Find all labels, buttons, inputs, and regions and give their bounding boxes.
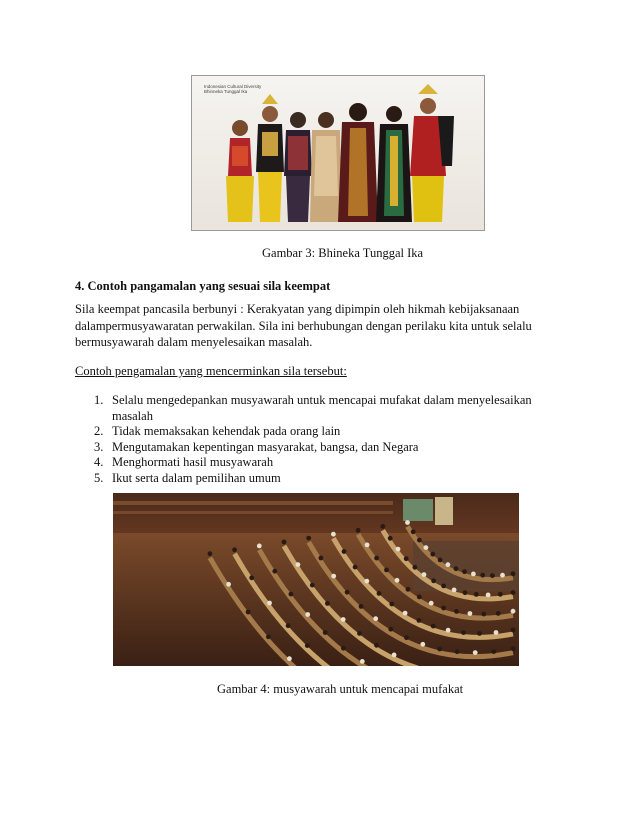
attendee xyxy=(461,630,466,635)
attendee xyxy=(422,572,427,577)
list-item xyxy=(75,471,555,487)
attendee xyxy=(500,573,505,578)
list-text: Ikut serta dalam pemilihan umum xyxy=(112,470,281,485)
list-number: 2. xyxy=(94,424,104,438)
attendee xyxy=(331,574,336,579)
attendee xyxy=(498,592,503,597)
attendee xyxy=(389,602,394,607)
attendee xyxy=(353,565,358,570)
attendee xyxy=(287,656,292,661)
list-text: Menghormati hasil musyawarah xyxy=(112,455,274,469)
emblem-panel xyxy=(435,497,453,525)
attendee xyxy=(429,601,434,606)
attendee xyxy=(342,549,347,554)
attendee xyxy=(374,556,379,561)
attendee xyxy=(267,601,272,606)
attendee xyxy=(377,591,382,596)
attendee xyxy=(289,592,294,597)
attendee xyxy=(438,558,443,563)
section-heading: 4. Contoh pangamalan yang sesuai sila keempat xyxy=(75,279,331,293)
attendee xyxy=(296,562,301,567)
attendee xyxy=(208,551,213,556)
attendee xyxy=(226,582,231,587)
attendee xyxy=(403,611,408,616)
figure3-caption: Gambar 3: Bhineka Tunggal Ika xyxy=(262,246,424,260)
attendee xyxy=(473,650,478,655)
list-number: 3. xyxy=(94,439,104,454)
attendee xyxy=(364,579,369,584)
attendee xyxy=(266,634,271,639)
attendee xyxy=(471,572,476,577)
attendee xyxy=(491,649,496,654)
attendee xyxy=(365,543,370,548)
attendee xyxy=(441,606,446,611)
attendee xyxy=(246,610,251,615)
attendee xyxy=(431,578,436,583)
attendee xyxy=(437,647,442,652)
attendee xyxy=(490,573,495,578)
attendee xyxy=(430,552,435,557)
attendee xyxy=(357,631,362,636)
list-item xyxy=(75,393,555,424)
attendee xyxy=(413,565,418,570)
attendee xyxy=(417,538,422,543)
photo-title-line1: Indonesian Cultural Diversity xyxy=(204,84,262,89)
attendee xyxy=(341,617,346,622)
attendee xyxy=(417,618,422,623)
examples-list xyxy=(75,393,555,486)
screen xyxy=(403,499,433,521)
attendee xyxy=(331,532,336,537)
attendee xyxy=(511,571,516,576)
list-number: 1. xyxy=(94,393,104,407)
attendee xyxy=(286,623,291,628)
attendee xyxy=(305,643,310,648)
photo-title-line2: Bhinneka Tunggal Ika xyxy=(204,89,248,94)
attendee xyxy=(406,587,411,592)
attendee xyxy=(306,536,311,541)
figure-cultural-diversity-photo xyxy=(191,75,485,231)
attendee xyxy=(494,630,499,635)
attendee xyxy=(380,524,385,529)
attendee xyxy=(373,616,378,621)
attendee xyxy=(325,601,330,606)
attendee xyxy=(360,659,365,664)
list-text: Mengutamakan kepentingan masyarakat, bangsa, dan Negara xyxy=(112,439,419,454)
section-paragraph xyxy=(75,301,555,351)
attendee xyxy=(468,611,473,616)
attendee xyxy=(319,556,324,561)
list-text: Tidak memaksakan kehendak pada orang lain xyxy=(112,424,341,438)
attendee xyxy=(454,609,459,614)
attendee xyxy=(480,573,485,578)
attendee xyxy=(486,593,491,598)
attendee xyxy=(396,547,401,552)
attendee xyxy=(341,646,346,651)
attendee xyxy=(345,590,350,595)
attendee xyxy=(282,540,287,545)
attendee xyxy=(496,611,501,616)
attendee xyxy=(359,604,364,609)
attendee xyxy=(232,547,237,552)
attendee xyxy=(474,592,479,597)
attendee xyxy=(404,556,409,561)
attendee xyxy=(511,590,516,595)
attendee xyxy=(411,529,416,534)
attendee xyxy=(477,631,482,636)
attendee xyxy=(431,624,436,629)
attendee xyxy=(305,612,310,617)
figure-parliament-photo xyxy=(113,493,519,666)
attendee xyxy=(257,544,262,549)
paragraph-line: dalampermusyawaratan perwakilan. Sila ini berhubungan dengan perilaku kita untuk selalu xyxy=(75,318,532,333)
attendee xyxy=(420,642,425,647)
examples-subheading: Contoh pengamalan yang mencerminkan sila tersebut: xyxy=(75,364,347,378)
list-item xyxy=(75,440,555,456)
attendee xyxy=(446,562,451,567)
attendee xyxy=(481,612,486,617)
paragraph-line: Sila keempat pancasila berbunyi : Kerakyatan yang dipimpin oleh hikmah kebijaksanaan xyxy=(75,302,520,316)
attendee xyxy=(310,583,315,588)
attendee xyxy=(404,635,409,640)
attendee xyxy=(441,584,446,589)
paragraph-line: bermusyawarah dalam menyelesaikan masalah. xyxy=(75,335,313,349)
attendee xyxy=(374,643,379,648)
attendee xyxy=(511,646,516,651)
attendee xyxy=(454,566,459,571)
people-illustration xyxy=(192,76,484,230)
list-text-continued: masalah xyxy=(112,408,153,423)
attendee xyxy=(417,595,422,600)
attendee xyxy=(446,628,451,633)
attendee xyxy=(405,520,410,525)
list-text: Selalu mengedepankan musyawarah untuk mencapai mufakat dalam menyelesaikan xyxy=(112,393,532,407)
list-number: 4. xyxy=(94,455,104,469)
photo-title xyxy=(204,84,261,94)
list-item xyxy=(75,424,555,440)
attendee xyxy=(395,578,400,583)
attendee xyxy=(388,627,393,632)
attendee xyxy=(356,528,361,533)
attendee xyxy=(323,630,328,635)
attendee xyxy=(272,569,277,574)
attendee xyxy=(511,609,516,614)
attendee xyxy=(452,588,457,593)
attendee xyxy=(511,628,516,633)
attendee xyxy=(462,569,467,574)
list-item xyxy=(75,455,555,471)
attendee xyxy=(392,653,397,658)
attendee xyxy=(384,568,389,573)
attendee xyxy=(249,575,254,580)
attendee xyxy=(455,649,460,654)
attendee xyxy=(463,590,468,595)
list-number: 5. xyxy=(94,470,104,485)
attendee xyxy=(424,545,429,550)
assembly-hall-illustration xyxy=(113,493,519,666)
figure4-caption: Gambar 4: musyawarah untuk mencapai mufakat xyxy=(217,682,464,696)
attendee xyxy=(388,536,393,541)
